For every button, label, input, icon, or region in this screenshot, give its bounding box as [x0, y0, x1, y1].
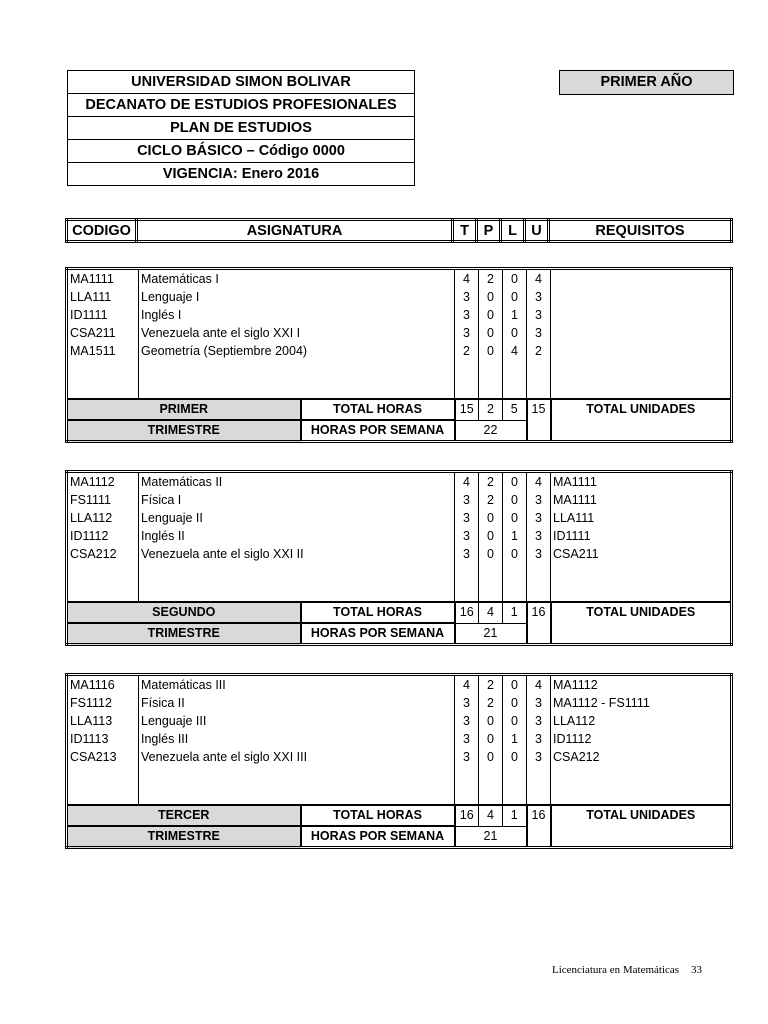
- code-cell: LLA112: [70, 511, 113, 525]
- l-cell: 0: [511, 326, 518, 340]
- u-cell: 3: [535, 732, 542, 746]
- requisito-column: [551, 675, 732, 806]
- code-cell: CSA213: [70, 750, 117, 764]
- code-cell: FS1111: [70, 493, 111, 507]
- requisito-cell: LLA111: [553, 511, 595, 525]
- total-horas-label: TOTAL HORAS: [301, 602, 455, 623]
- trimester-table: [65, 673, 733, 849]
- code-cell: MA1112: [70, 475, 115, 489]
- header-line: CICLO BÁSICO – Código 0000: [68, 140, 414, 163]
- total-unidades-label: TOTAL UNIDADES: [551, 399, 732, 442]
- u-cell: 4: [535, 678, 542, 692]
- u-cell: 3: [535, 326, 542, 340]
- l-cell: 0: [511, 714, 518, 728]
- col-p: P: [477, 220, 501, 242]
- p-cell: 0: [487, 714, 494, 728]
- col-codigo: CODIGO: [67, 220, 137, 242]
- requisito-column: [551, 472, 732, 603]
- trimester-name: PRIMER: [67, 399, 301, 420]
- p-cell: 0: [487, 750, 494, 764]
- header-line: PLAN DE ESTUDIOS: [68, 117, 414, 140]
- l-cell: 0: [511, 696, 518, 710]
- u-cell: 3: [535, 529, 542, 543]
- header-line: UNIVERSIDAD SIMON BOLIVAR: [68, 71, 414, 94]
- code-cell: LLA113: [70, 714, 113, 728]
- total-horas-label: TOTAL HORAS: [301, 399, 455, 420]
- p-cell: 2: [487, 678, 494, 692]
- u-cell: 3: [535, 696, 542, 710]
- subject-cell: Geometría (Septiembre 2004): [141, 344, 308, 358]
- t-cell: 4: [463, 678, 470, 692]
- horas-semana-label: HORAS POR SEMANA: [301, 623, 455, 645]
- subject-cell: Matemáticas I: [141, 272, 219, 286]
- col-t: T: [453, 220, 477, 242]
- t-cell: 3: [463, 714, 470, 728]
- u-cell: 3: [535, 750, 542, 764]
- l-cell: 0: [511, 493, 518, 507]
- u-cell: 4: [535, 475, 542, 489]
- requisito-cell: [553, 306, 728, 324]
- col-asignatura: ASIGNATURA: [137, 220, 453, 242]
- t-cell: 3: [463, 493, 470, 507]
- total-l: 1: [503, 805, 527, 826]
- t-cell: 3: [463, 308, 470, 322]
- trimester-name: SEGUNDO: [67, 602, 301, 623]
- u-cell: 2: [535, 344, 542, 358]
- l-cell: 0: [511, 475, 518, 489]
- subject-cell: Lenguaje II: [141, 511, 203, 525]
- column-header-table: [65, 218, 733, 243]
- code-cell: ID1111: [70, 308, 108, 322]
- hours-week: 21: [455, 826, 527, 848]
- subject-cell: Venezuela ante el siglo XXI II: [141, 547, 304, 561]
- subject-column: [139, 675, 455, 806]
- total-p: 4: [479, 805, 503, 826]
- total-t: 16: [455, 602, 479, 623]
- total-u: 16: [527, 805, 551, 848]
- requisito-cell: [553, 342, 728, 360]
- total-l: 5: [503, 399, 527, 420]
- t-cell: 3: [463, 750, 470, 764]
- t-cell: 3: [463, 290, 470, 304]
- t-column: [455, 472, 479, 603]
- header-line: VIGENCIA: Enero 2016: [162, 166, 320, 182]
- code-column: [67, 269, 139, 400]
- u-cell: 3: [535, 290, 542, 304]
- p-column: [479, 675, 503, 806]
- u-cell: 3: [535, 714, 542, 728]
- p-cell: 2: [487, 475, 494, 489]
- code-cell: ID1112: [70, 529, 109, 543]
- requisito-cell: ID1112: [553, 732, 592, 746]
- u-cell: 3: [535, 511, 542, 525]
- l-cell: 0: [511, 511, 518, 525]
- total-u: 16: [527, 602, 551, 645]
- p-cell: 2: [487, 493, 494, 507]
- l-column: [503, 472, 527, 603]
- trimester-label: TRIMESTRE: [67, 420, 301, 442]
- u-column: [527, 269, 551, 400]
- year-badge: PRIMER AÑO: [559, 70, 734, 95]
- t-cell: 3: [463, 326, 470, 340]
- u-column: [527, 472, 551, 603]
- hours-week: 22: [455, 420, 527, 442]
- p-cell: 2: [487, 696, 494, 710]
- requisito-cell: MA1111: [553, 493, 597, 507]
- total-p: 4: [479, 602, 503, 623]
- t-cell: 3: [463, 529, 470, 543]
- u-cell: 3: [535, 547, 542, 561]
- t-column: [455, 675, 479, 806]
- total-u: 15: [527, 399, 551, 442]
- t-cell: 3: [463, 511, 470, 525]
- l-column: [503, 269, 527, 400]
- code-cell: CSA211: [70, 326, 116, 340]
- u-cell: 4: [535, 272, 542, 286]
- requisito-cell: [553, 324, 728, 342]
- p-cell: 0: [487, 344, 494, 358]
- u-cell: 3: [535, 493, 542, 507]
- requisito-cell: [553, 270, 728, 288]
- requisito-cell: MA1112 - FS1111: [553, 696, 650, 710]
- footer-text: Licenciatura en Matemáticas: [552, 964, 680, 976]
- p-cell: 0: [487, 732, 494, 746]
- requisito-cell: MA1112: [553, 678, 598, 692]
- subject-cell: Inglés II: [141, 529, 185, 543]
- col-requisitos: REQUISITOS: [549, 220, 732, 242]
- subject-cell: Lenguaje I: [141, 290, 200, 304]
- subject-cell: Venezuela ante el siglo XXI III: [141, 750, 308, 764]
- requisito-cell: LLA112: [553, 714, 596, 728]
- u-cell: 3: [535, 308, 542, 322]
- requisito-cell: CSA212: [553, 750, 600, 764]
- code-cell: MA1116: [70, 678, 115, 692]
- trimester-table: [65, 470, 733, 646]
- l-cell: 4: [511, 344, 518, 358]
- p-column: [479, 269, 503, 400]
- l-cell: 1: [511, 308, 518, 322]
- hours-week: 21: [455, 623, 527, 645]
- total-p: 2: [479, 399, 503, 420]
- code-cell: ID1113: [70, 732, 109, 746]
- total-horas-label: TOTAL HORAS: [301, 805, 455, 826]
- horas-semana-label: HORAS POR SEMANA: [301, 420, 455, 442]
- p-cell: 0: [487, 511, 494, 525]
- code-column: [67, 472, 139, 603]
- l-cell: 0: [511, 750, 518, 764]
- col-l: L: [501, 220, 525, 242]
- subject-cell: Inglés I: [141, 308, 182, 322]
- subject-cell: Venezuela ante el siglo XXI I: [141, 326, 301, 340]
- l-cell: 0: [511, 290, 518, 304]
- t-cell: 4: [463, 272, 470, 286]
- trimester-label: TRIMESTRE: [67, 826, 301, 848]
- code-cell: LLA111: [70, 290, 112, 304]
- total-l: 1: [503, 602, 527, 623]
- p-cell: 0: [487, 547, 494, 561]
- header-line: DECANATO DE ESTUDIOS PROFESIONALES: [68, 94, 414, 117]
- t-cell: 3: [463, 696, 470, 710]
- col-u: U: [525, 220, 549, 242]
- requisito-cell: CSA211: [553, 547, 599, 561]
- t-column: [455, 269, 479, 400]
- subject-cell: Matemáticas II: [141, 475, 223, 489]
- l-cell: 1: [511, 732, 518, 746]
- code-cell: MA1511: [70, 344, 116, 358]
- p-cell: 2: [487, 272, 494, 286]
- subject-cell: Lenguaje III: [141, 714, 207, 728]
- l-cell: 1: [511, 529, 518, 543]
- p-cell: 0: [487, 529, 494, 543]
- p-cell: 0: [487, 290, 494, 304]
- p-cell: 0: [487, 326, 494, 340]
- horas-semana-label: HORAS POR SEMANA: [301, 826, 455, 848]
- t-cell: 3: [463, 732, 470, 746]
- subject-cell: Matemáticas III: [141, 678, 226, 692]
- total-unidades-label: TOTAL UNIDADES: [551, 805, 732, 848]
- page-footer: [552, 964, 702, 976]
- subject-column: [139, 472, 455, 603]
- trimester-label: TRIMESTRE: [67, 623, 301, 645]
- t-cell: 2: [463, 344, 470, 358]
- code-cell: MA1111: [70, 272, 114, 286]
- trimester-table: [65, 267, 733, 443]
- t-cell: 3: [463, 547, 470, 561]
- subject-cell: Física I: [141, 493, 182, 507]
- l-column: [503, 675, 527, 806]
- requisito-column: [551, 269, 732, 400]
- p-cell: 0: [487, 308, 494, 322]
- code-column: [67, 675, 139, 806]
- total-t: 15: [455, 399, 479, 420]
- subject-cell: Física II: [141, 696, 185, 710]
- requisito-cell: [553, 288, 728, 306]
- t-cell: 4: [463, 475, 470, 489]
- total-t: 16: [455, 805, 479, 826]
- p-column: [479, 472, 503, 603]
- requisito-cell: MA1111: [553, 475, 597, 489]
- subject-cell: Inglés III: [141, 732, 189, 746]
- l-cell: 0: [511, 547, 518, 561]
- code-cell: FS1112: [70, 696, 112, 710]
- code-cell: CSA212: [70, 547, 117, 561]
- l-cell: 0: [511, 272, 518, 286]
- requisito-cell: ID1111: [553, 529, 591, 543]
- header-box: [67, 70, 415, 186]
- subject-column: [139, 269, 455, 400]
- l-cell: 0: [511, 678, 518, 692]
- total-unidades-label: TOTAL UNIDADES: [551, 602, 732, 645]
- page-number: 33: [691, 964, 703, 976]
- u-column: [527, 675, 551, 806]
- trimester-name: TERCER: [67, 805, 301, 826]
